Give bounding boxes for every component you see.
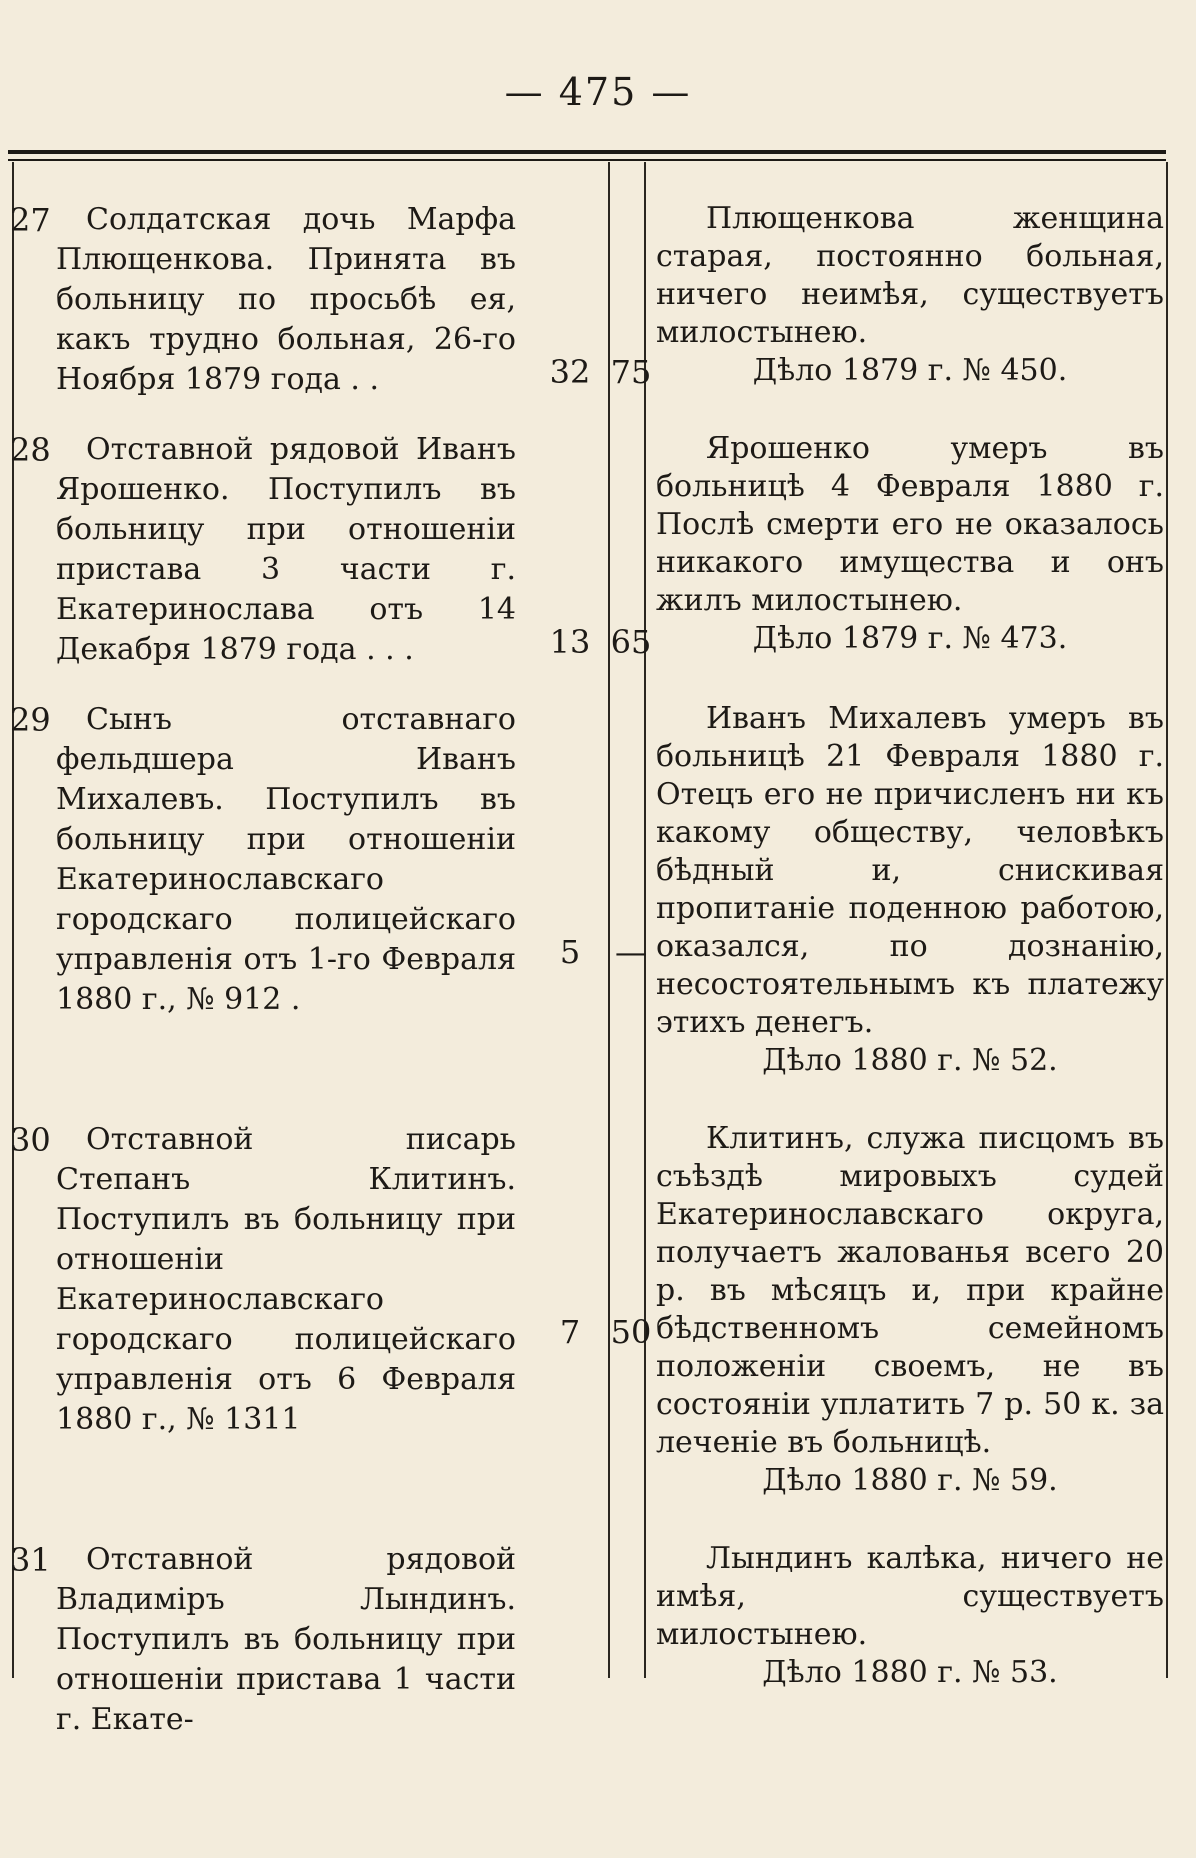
amount-kopecks: 65 <box>610 623 652 661</box>
case-reference: Дѣло 1879 г. № 473. <box>752 621 1068 656</box>
case-reference: Дѣло 1880 г. № 53. <box>762 1655 1058 1690</box>
entry-number: 31 <box>10 1541 51 1579</box>
amount-rubles: 5 <box>559 933 581 971</box>
top-rule-thin <box>8 159 1166 161</box>
case-reference: Дѣло 1879 г. № 450. <box>752 353 1068 388</box>
entry-remarks: Ярошенко умеръ въ больницѣ 4 Февраля 1880 г. Послѣ смерти его не оказалось никакого имущества и онъ жилъ милостынею. Дѣло 1879 г. № 473. <box>656 431 1164 656</box>
top-rule <box>8 150 1166 154</box>
entry-number: 28 <box>10 431 51 469</box>
amount-rubles: 13 <box>549 623 591 661</box>
entry-description: Сынъ отставнаго фельдшера Иванъ Михалевъ. Поступилъ въ больницу при отношеніи Екатеринославскаго городскаго полицейскаго управленія отъ 1-го Февраля 1880 г., № 912 . <box>56 702 516 1017</box>
entry-number: 27 <box>10 201 51 239</box>
amount-kopecks: 75 <box>610 353 652 391</box>
entry-remarks: Клитинъ, служа писцомъ въ съѣздѣ мировыхъ судей Екатеринославскаго округа, получаетъ жалованья всего 20 р. въ мѣсяцъ и, при крайне бѣдственномъ семейномъ положеніи своемъ, не въ состояніи уплатить 7 р. 50 к. за леченіе въ больницѣ. Дѣло 1880 г. № 59. <box>656 1121 1164 1498</box>
amount-kopecks: — <box>615 933 647 971</box>
entry-remarks: Лындинъ калѣка, ничего не имѣя, существуетъ милостынею. Дѣло 1880 г. № 53. <box>656 1541 1164 1690</box>
entry-description: Солдатская дочь Марфа Плющенкова. Принята въ больницу по просьбѣ ея, какъ трудно больная, 26-го Ноября 1879 года . . <box>56 202 516 397</box>
page-number: — 475 — <box>504 70 692 114</box>
entry-description: Отставной писарь Степанъ Клитинъ. Поступилъ въ больницу при отношеніи Екатеринославскаго городскаго полицейскаго управленія отъ 6 Февраля 1880 г., № 1311 <box>56 1122 516 1437</box>
entry-remarks: Плющенкова женщина старая, постоянно больная, ничего неимѣя, существуетъ милостынею. Дѣло 1879 г. № 450. <box>656 201 1164 388</box>
amount-kopecks: 50 <box>610 1313 652 1351</box>
entry-description: Отставной рядовой Иванъ Ярошенко. Поступилъ въ больницу при отношеніи пристава 3 части г. Екатеринослава отъ 14 Декабря 1879 года . . . <box>56 432 516 667</box>
case-reference: Дѣло 1880 г. № 59. <box>762 1463 1058 1498</box>
case-reference: Дѣло 1880 г. № 52. <box>762 1043 1058 1078</box>
amount-rubles: 32 <box>549 353 591 391</box>
entry-description: Отставной рядовой Владиміръ Лындинъ. Поступилъ въ больницу при отношеніи пристава 1 части г. Екате- <box>56 1542 516 1737</box>
entry-remarks: Иванъ Михалевъ умеръ въ больницѣ 21 Февраля 1880 г. Отецъ его не причисленъ ни къ какому обществу, человѣкъ бѣдный и, снискивая пропитаніе поденною работою, оказался, по дознанію, несостоятельнымъ къ платежу этихъ денегъ. Дѣло 1880 г. № 52. <box>656 701 1164 1078</box>
amount-rubles: 7 <box>559 1313 581 1351</box>
entry-number: 29 <box>10 701 51 739</box>
entry-number: 30 <box>10 1121 51 1159</box>
column-divider <box>12 162 14 1678</box>
column-divider <box>1166 162 1168 1678</box>
